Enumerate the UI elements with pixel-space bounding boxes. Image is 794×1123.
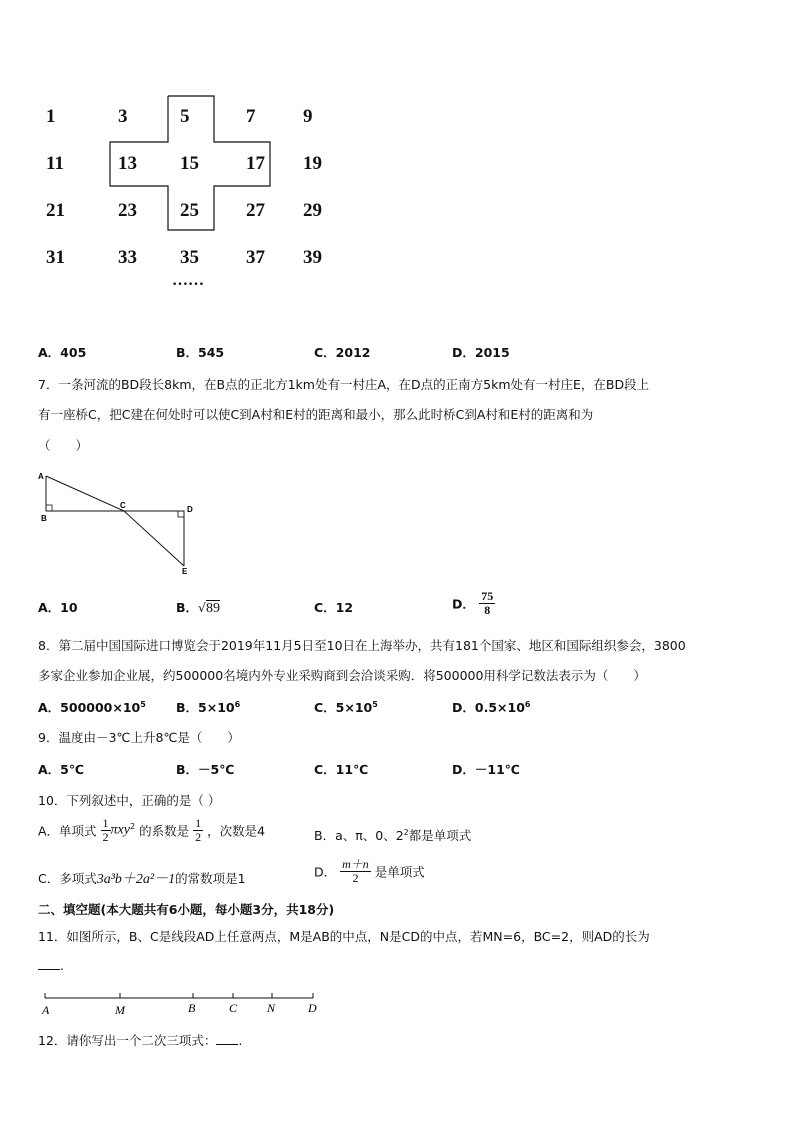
grid-number: 15 bbox=[180, 153, 199, 174]
q12-stem: 12．请你写出一个二次三项式： . bbox=[38, 1033, 243, 1048]
q10-stem: 10．下列叙述中，正确的是（ ） bbox=[38, 793, 221, 808]
segment-label-a: A bbox=[42, 1003, 50, 1017]
q6-option-a[interactable]: A．405 bbox=[38, 345, 87, 360]
grid-number: 23 bbox=[118, 200, 137, 221]
grid-number: 17 bbox=[246, 153, 265, 174]
grid-number: 33 bbox=[118, 247, 137, 268]
q10-option-d[interactable]: D． $\frac{m+n}{2}$ 是单项式 bbox=[314, 857, 425, 885]
fig-label-e: E bbox=[182, 567, 188, 576]
fig-label-c: C bbox=[120, 501, 126, 510]
segment-label-b: B bbox=[188, 1001, 196, 1015]
grid-number: 39 bbox=[303, 247, 322, 268]
q9-option-c[interactable]: C．11℃ bbox=[314, 762, 369, 777]
q11-segment-figure bbox=[36, 990, 336, 1018]
grid-number: 27 bbox=[246, 200, 265, 221]
grid-number: 9 bbox=[303, 106, 313, 127]
q10-option-a[interactable]: A．单项式 $\frac{1}{2}$ πxy$^2$ 的系数是 $\frac{1}{2}$ ，次数是4 bbox=[38, 816, 266, 844]
grid-ellipsis: …… bbox=[172, 272, 204, 289]
grid-number: 7 bbox=[246, 106, 256, 127]
answer-blank[interactable] bbox=[216, 1044, 238, 1045]
q7-paren: （ ） bbox=[38, 438, 89, 453]
grid-number: 29 bbox=[303, 200, 322, 221]
segment-label-d: D bbox=[308, 1001, 317, 1015]
q8-stem-line1: 8．第二届中国国际进口博览会于2019年11月5日至10日在上海举办，共有181个国家、地区和国际组织参会，3800 bbox=[38, 638, 686, 653]
grid-number: 19 bbox=[303, 153, 322, 174]
q6-option-c[interactable]: C．2012 bbox=[314, 345, 371, 360]
q6-option-b[interactable]: B．545 bbox=[176, 345, 225, 360]
grid-number: 31 bbox=[46, 247, 65, 268]
q10-option-c[interactable]: C．多项式3a³b＋2a²－1的常数项是1 bbox=[38, 871, 246, 887]
grid-number: 1 bbox=[46, 106, 56, 127]
grid-number: 25 bbox=[180, 200, 199, 221]
q7-option-a[interactable]: A．10 bbox=[38, 600, 78, 615]
segment-label-m: M bbox=[115, 1003, 125, 1017]
q8-option-b[interactable]: B．$5\times 10^6$ bbox=[176, 699, 241, 715]
grid-number: 35 bbox=[180, 247, 199, 268]
q7-figure bbox=[36, 470, 206, 580]
fig-label-b: B bbox=[41, 514, 47, 523]
q7-stem-line2: 有一座桥C，把C建在何处时可以使C到A村和E村的距离和最小，那么此时桥C到A村和E村的距离和为 bbox=[38, 407, 594, 422]
q10-option-b[interactable]: B．a、π、0、$2^2$都是单项式 bbox=[314, 827, 472, 843]
q7-option-b[interactable]: B．√89 bbox=[176, 600, 220, 616]
q11-answer[interactable]: . bbox=[38, 958, 64, 973]
grid-number: 3 bbox=[118, 106, 128, 127]
q8-option-a[interactable]: A．$500000\times 10^5$ bbox=[38, 699, 146, 715]
q11-stem: 11．如图所示，B、C是线段AD上任意两点，M是AB的中点，N是CD的中点，若MN=6，BC=2，则AD的长为 bbox=[38, 929, 650, 944]
grid-number: 37 bbox=[246, 247, 265, 268]
sqrt-icon: √ bbox=[198, 600, 206, 615]
q9-stem: 9．温度由－3℃上升8℃是（ ） bbox=[38, 730, 240, 745]
grid-number: 13 bbox=[118, 153, 137, 174]
q9-option-d[interactable]: D．－11℃ bbox=[452, 762, 520, 777]
grid-number: 5 bbox=[180, 106, 190, 127]
q8-option-c[interactable]: C．$5\times 10^5$ bbox=[314, 699, 378, 715]
q8-stem-line2: 多家企业参加企业展，约500000名境内外专业采购商到会洽谈采购．将500000用科学记数法表示为（ ） bbox=[38, 668, 646, 683]
fig-label-a: A bbox=[38, 472, 44, 481]
q7-stem-line1: 7．一条河流的BD段长8km，在B点的正北方1km处有一村庄A，在D点的正南方5km处有一村庄E，在BD段上 bbox=[38, 377, 650, 392]
q9-option-a[interactable]: A．5℃ bbox=[38, 762, 85, 777]
answer-blank[interactable] bbox=[38, 969, 60, 970]
q8-option-d[interactable]: D．$0.5\times 10^6$ bbox=[452, 699, 531, 715]
segment-label-n: N bbox=[267, 1001, 276, 1015]
fig-label-d: D bbox=[187, 505, 193, 514]
grid-number: 21 bbox=[46, 200, 65, 221]
grid-number: 11 bbox=[46, 153, 64, 174]
segment-label-c: C bbox=[229, 1001, 238, 1015]
q7-option-c[interactable]: C．12 bbox=[314, 600, 354, 615]
q9-option-b[interactable]: B．－5℃ bbox=[176, 762, 235, 777]
q6-option-d[interactable]: D．2015 bbox=[452, 345, 510, 360]
section-heading-fill-in: 二、填空题(本大题共有6小题，每小题3分，共18分) bbox=[38, 902, 335, 917]
q7-option-d[interactable]: D． $\frac{75}{8}$ bbox=[452, 589, 494, 617]
